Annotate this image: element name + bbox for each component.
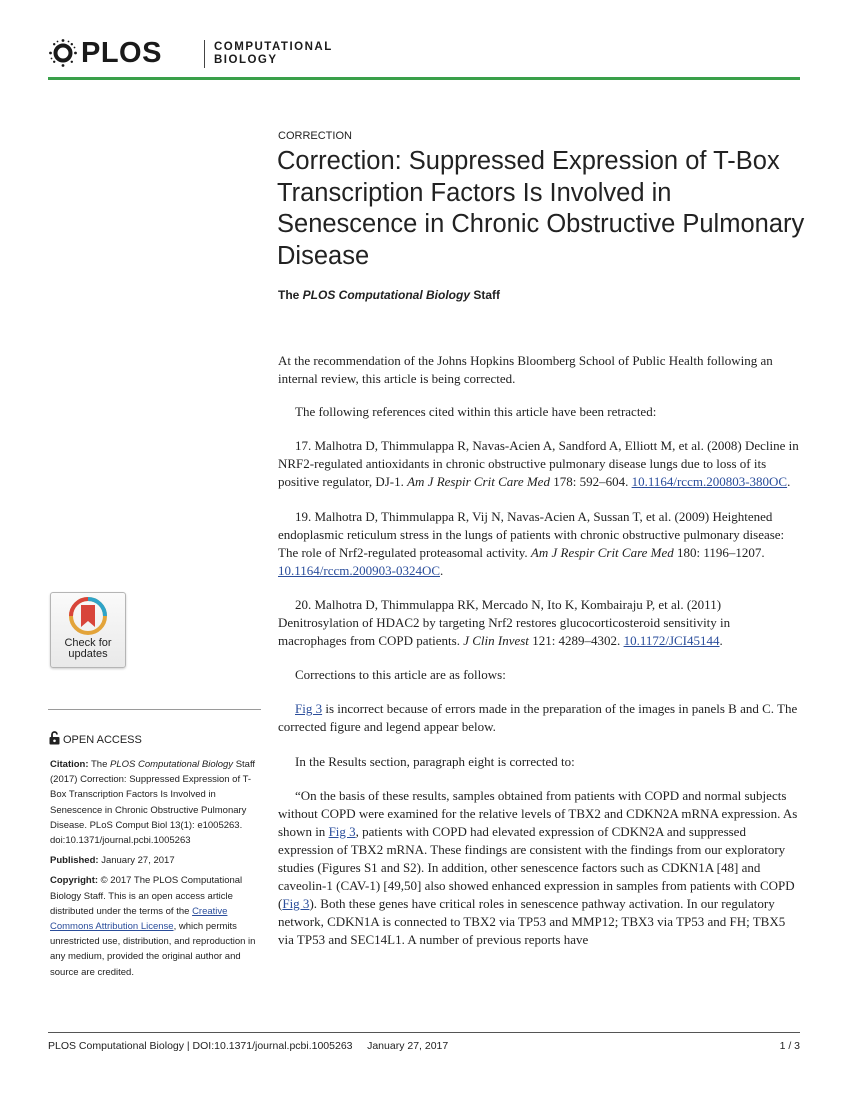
badge-line1: Check for — [64, 637, 112, 649]
reference-17 — [278, 437, 800, 491]
published-block — [50, 853, 260, 868]
plos-wordmark: PLOS — [81, 37, 162, 69]
corrections-intro: Corrections to this article are as follows: — [295, 667, 506, 683]
reference-end: . — [440, 562, 444, 578]
figure-correction-paragraph — [278, 700, 800, 736]
badge-line2: updates — [68, 648, 108, 660]
citation-label: Citation: — [50, 759, 89, 770]
open-access-label — [49, 731, 142, 746]
author-suffix: Staff — [470, 288, 501, 302]
fig3-link[interactable]: Fig 3 — [295, 701, 323, 717]
reference-text: 20. Malhotra D, Thimmulappa RK, Mercado N, Ito K, Kombairaju P, et al. (2011) Denitrosylation of HDAC2 by targeting Nrf2 restores glucocorticosteroid sensitivity in macrophages from COPD patients. — [278, 596, 731, 649]
copyright-label: Copyright: — [50, 875, 99, 887]
reference-doi-link[interactable]: 10.1164/rccm.200803-380OC — [631, 474, 788, 490]
license-link[interactable]: Creative Commons Attribution License — [50, 905, 228, 933]
corrected-paragraph-quote — [278, 787, 800, 950]
author-journal: PLOS Computational Biology — [302, 288, 471, 302]
author-prefix: The — [278, 288, 303, 302]
copyright-block — [50, 873, 260, 979]
reference-journal: Am J Respir Crit Care Med — [530, 544, 674, 560]
check-for-updates-label — [51, 638, 125, 660]
published-date: January 27, 2017 — [98, 855, 175, 867]
reference-doi-link[interactable]: 10.1172/JCI45144 — [623, 633, 720, 649]
reference-end: . — [719, 633, 723, 649]
copyright-text: © 2017 The PLOS Computational Biology Staff. This is an open access article distributed under the terms of the — [50, 875, 243, 917]
logo-divider — [204, 40, 205, 68]
quote-text: “On the basis of these results, samples obtained from patients with COPD and normal subjects without COPD were examined for the relative levels of TBX2 and CDKN2A mRNA expression. As shown in — [278, 787, 798, 839]
reference-journal: Am J Respir Crit Care Med — [407, 474, 550, 490]
fig3-link[interactable]: Fig 3 — [282, 896, 310, 912]
reference-text: 17. Malhotra D, Thimmulappa R, Navas-Acien A, Sandford A, Elliott M, et al. (2008) Decline in NRF2-regulated antioxidants in chronic obstructive pulmonary disease lungs due to loss of its positive regulator, DJ-1. — [278, 438, 799, 490]
journal-name-line1: COMPUTATIONAL — [214, 41, 333, 53]
footer-citation: PLOS Computational Biology | DOI:10.1371/journal.pcbi.1005263 January 27, 2017 — [48, 1040, 449, 1052]
reference-journal: J Clin Invest — [463, 633, 529, 649]
article-body — [278, 352, 800, 949]
check-for-updates-button[interactable] — [50, 592, 126, 668]
reference-end: . — [787, 474, 791, 490]
citation-text: Staff (2017) Correction: Suppressed Expression of T-Box Transcription Factors Is Involved in Senescence in Chronic Obstructive Pulmonary Disease. PLoS Comput Biol 13(1): e1005263. doi:10.1371/journal.pcbi.1005263 — [50, 759, 256, 847]
article-info-sidebar — [50, 757, 260, 980]
journal-name — [214, 41, 333, 67]
plos-logo-icon — [48, 38, 78, 68]
citation-journal: PLOS Computational Biology — [110, 759, 234, 770]
published-label: Published: — [50, 855, 99, 867]
reference-19 — [278, 508, 800, 580]
intro-paragraph: At the recommendation of the Johns Hopkins Bloomberg School of Public Health following an internal review, this article is being corrected. — [278, 353, 773, 387]
citation-pre: The — [88, 759, 111, 770]
page-number: 1 / 3 — [779, 1040, 800, 1052]
retracted-intro: The following references cited within this article have been retracted: — [295, 404, 657, 420]
journal-name-line2: BIOLOGY — [214, 54, 278, 66]
reference-20 — [278, 596, 800, 650]
copyright-end: , which permits unrestricted use, distribution, and reproduction in any medium, provided the original author and source are credited. — [50, 921, 256, 978]
reference-details: 178: 592–604. — [549, 474, 632, 490]
reference-doi-link[interactable]: 10.1164/rccm.200903-0324OC — [278, 562, 440, 578]
quote-text: , patients with COPD had elevated expression of CDKN2A and suppressed expression of TBX2 mRNA. These findings are consistent with the findings from our exploratory studies (Figures S1 and S2). In addition, other senescence factors such as CDKN1A [48] and caveolin-1 (CAV-1) [49,50] also showed enhanced expression in samples from patients with COPD ( — [278, 823, 795, 912]
figure-correction-text: is incorrect because of errors made in the preparation of the images in panels B and C. The corrected figure and legend appear below. — [278, 701, 798, 735]
citation-block — [50, 757, 260, 848]
reference-text: 19. Malhotra D, Thimmulappa R, Vij N, Navas-Acien A, Sussan T, et al. (2009) Heightened endoplasmic reticulum stress in the lungs of patients with chronic obstructive pulmonary disease: The role of Nrf2-regulated proteasomal activity. — [278, 508, 785, 560]
bookmark-ribbon-icon — [69, 597, 107, 637]
author-line — [278, 288, 500, 302]
article-title: Correction: Suppressed Expression of T-Box Transcription Factors Is Involved in Senescence in Chronic Obstructive Pulmonary Disease — [277, 147, 805, 270]
footer-rule — [48, 1032, 800, 1033]
sidebar-rule — [48, 709, 261, 710]
open-access-text: OPEN ACCESS — [63, 734, 142, 746]
article-type: CORRECTION — [278, 130, 352, 142]
open-lock-icon — [49, 731, 60, 745]
quote-text: ). Both these genes have critical roles in senescence pathway activation. In our regulatory network, CDKN1A is connected to TBX2 via TP53 and MMP12; TBX3 via TP53 and FH; TBX5 via TP53 and SEC14L1. A number of previous reports have — [278, 896, 786, 948]
fig3-link[interactable]: Fig 3 — [328, 823, 356, 839]
results-intro: In the Results section, paragraph eight is corrected to: — [295, 753, 575, 769]
header-rule — [48, 77, 800, 80]
reference-details: 121: 4289–4302. — [528, 633, 624, 649]
reference-details: 180: 1196–1207. — [673, 544, 765, 560]
journal-header — [48, 36, 800, 78]
